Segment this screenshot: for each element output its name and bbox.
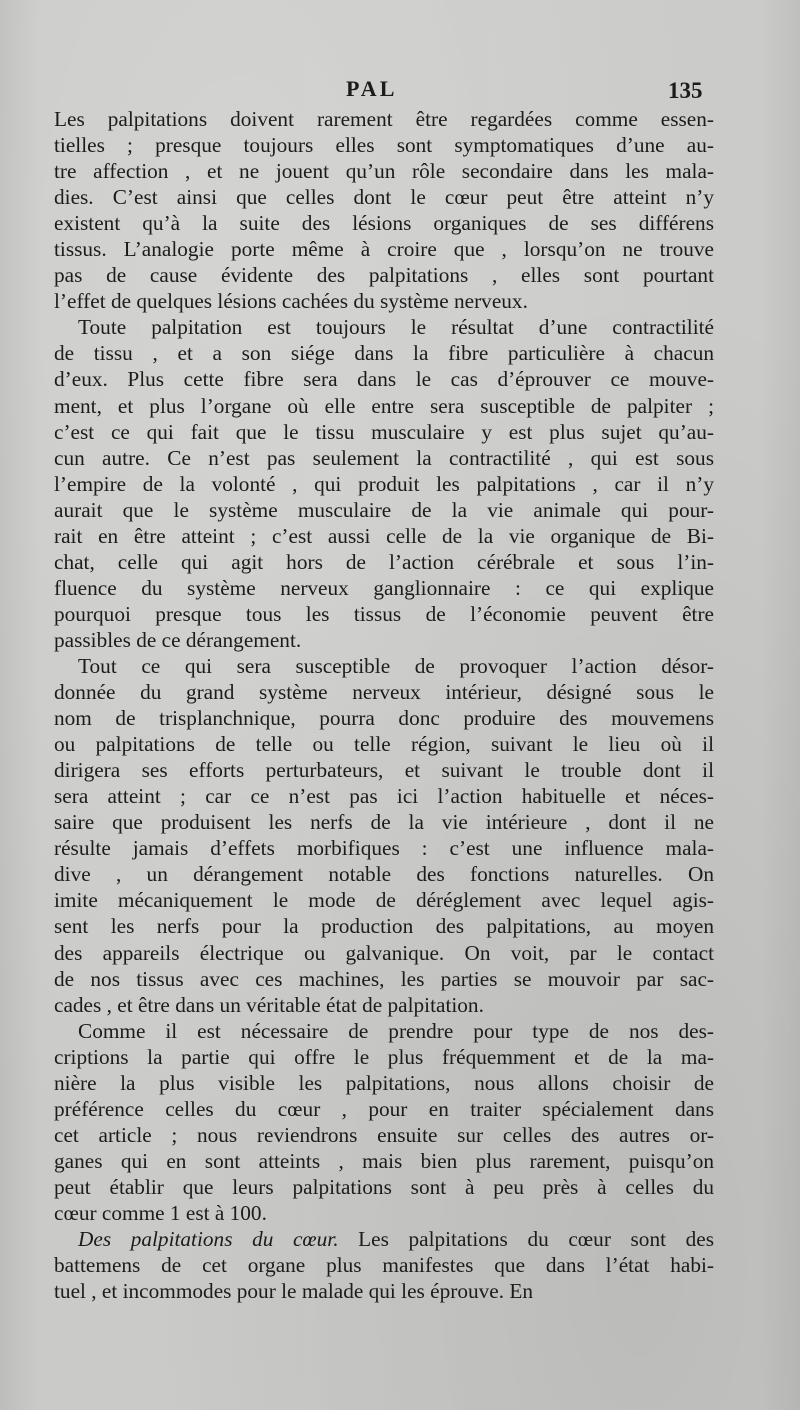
text-line: cet article ; nous reviendrons ensuite sur celles des autres or- [54, 1122, 714, 1147]
text-line: ganes qui en sont atteints , mais bien plus rarement, puisqu’on [54, 1148, 714, 1173]
text-line: aurait que le système musculaire de la vie animale qui pour- [54, 497, 714, 522]
text-line: Comme il est nécessaire de prendre pour type de nos des- [78, 1018, 714, 1043]
text-line: fluence du système nerveux ganglionnaire : ce qui explique [54, 575, 714, 600]
text-line: cun autre. Ce n’est pas seulement la contractilité , qui est sous [54, 445, 714, 470]
text-line: des appareils électrique ou galvanique. On voit, par le contact [54, 940, 714, 965]
text-line: l’effet de quelques lésions cachées du système nerveux. [54, 289, 528, 314]
text-line: résulte jamais d’effets morbifiques : c’est une influence mala- [54, 836, 714, 861]
text-line-final-1-rest: Les palpitations du cœur sont des [338, 1227, 714, 1252]
text-line: de tissu , et a son siége dans la fibre particulière à chacun [54, 341, 714, 366]
text-line: imite mécaniquement le mode de déréglement avec lequel agis- [54, 888, 714, 913]
text-line: cœur comme 1 est à 100. [54, 1200, 267, 1225]
text-line: Les palpitations doivent rarement être regardées comme essen- [54, 107, 714, 131]
section-heading-italic: Des palpitations du cœur. [78, 1227, 339, 1252]
text-line: rait en être atteint ; c’est aussi celle de la vie organique de Bi- [54, 523, 714, 548]
text-line: tielles ; presque toujours elles sont symptomatiques d’une au- [54, 133, 714, 158]
text-line: l’empire de la volonté , qui produit les palpitations , car il n’y [54, 471, 714, 496]
text-line: sent les nerfs pour la production des palpitations, au moyen [54, 914, 714, 939]
page-number: 135 [668, 78, 703, 103]
text-line: de nos tissus avec ces machines, les parties se mouvoir par sac- [54, 966, 714, 991]
text-line: sera atteint ; car ce n’est pas ici l’action habituelle et néces- [54, 784, 714, 809]
text-line: préférence celles du cœur , pour en traiter spécialement dans [54, 1096, 714, 1121]
text-line: d’eux. Plus cette fibre sera dans le cas d’éprouver ce mouve- [54, 367, 714, 392]
text-line: saire que produisent les nerfs de la vie intérieure , dont il ne [54, 810, 714, 835]
body-text [54, 106, 714, 1304]
text-line: peut établir que leurs palpitations sont à peu près à celles du [54, 1174, 714, 1199]
text-line-final-2: battemens de cet organe plus manifestes que dans l’état habi- [54, 1253, 714, 1278]
text-line: Toute palpitation est toujours le résultat d’une contractilité [78, 315, 714, 340]
text-line: ou palpitations de telle ou telle région, suivant le lieu où il [54, 732, 714, 757]
text-line: nière la plus visible les palpitations, nous allons choisir de [54, 1070, 714, 1095]
page-header [0, 74, 800, 108]
text-line: c’est ce qui fait que le tissu musculaire y est plus sujet qu’au- [54, 419, 714, 444]
running-head: PAL [346, 76, 398, 101]
text-line: nom de trisplanchnique, pourra donc produire des mouvemens [54, 706, 714, 731]
text-line: Tout ce qui sera susceptible de provoquer l’action désor- [78, 653, 714, 678]
text-line: passibles de ce dérangement. [54, 627, 302, 652]
text-line: dirigera ses efforts perturbateurs, et suivant le trouble dont il [54, 758, 714, 783]
text-line-final-3: tuel , et incommodes pour le malade qui les éprouve. En [54, 1279, 534, 1304]
text-line: dies. C’est ainsi que celles dont le cœur peut être atteint n’y [54, 185, 714, 210]
text-line: dive , un dérangement notable des fonctions naturelles. On [54, 862, 714, 887]
text-line: tissus. L’analogie porte même à croire que , lorsqu’on ne trouve [54, 237, 714, 262]
text-line: donnée du grand système nerveux intérieur, désigné sous le [54, 680, 714, 705]
text-line: existent qu’à la suite des lésions organiques de ses différens [54, 211, 714, 236]
text-line: tre affection , et ne jouent qu’un rôle secondaire dans les mala- [54, 159, 714, 184]
text-line: pas de cause évidente des palpitations , elles sont pourtant [54, 263, 714, 288]
text-line-final-1 [54, 1226, 714, 1252]
text-line: cades , et être dans un véritable état de palpitation. [54, 992, 484, 1017]
text-line: pourquoi presque tous les tissus de l’économie peuvent être [54, 601, 714, 626]
text-line: criptions la partie qui offre le plus fréquemment et de la ma- [54, 1044, 714, 1069]
text-line: chat, celle qui agit hors de l’action cérébrale et sous l’in- [54, 549, 714, 574]
text-line: ment, et plus l’organe où elle entre sera susceptible de palpiter ; [54, 393, 714, 418]
